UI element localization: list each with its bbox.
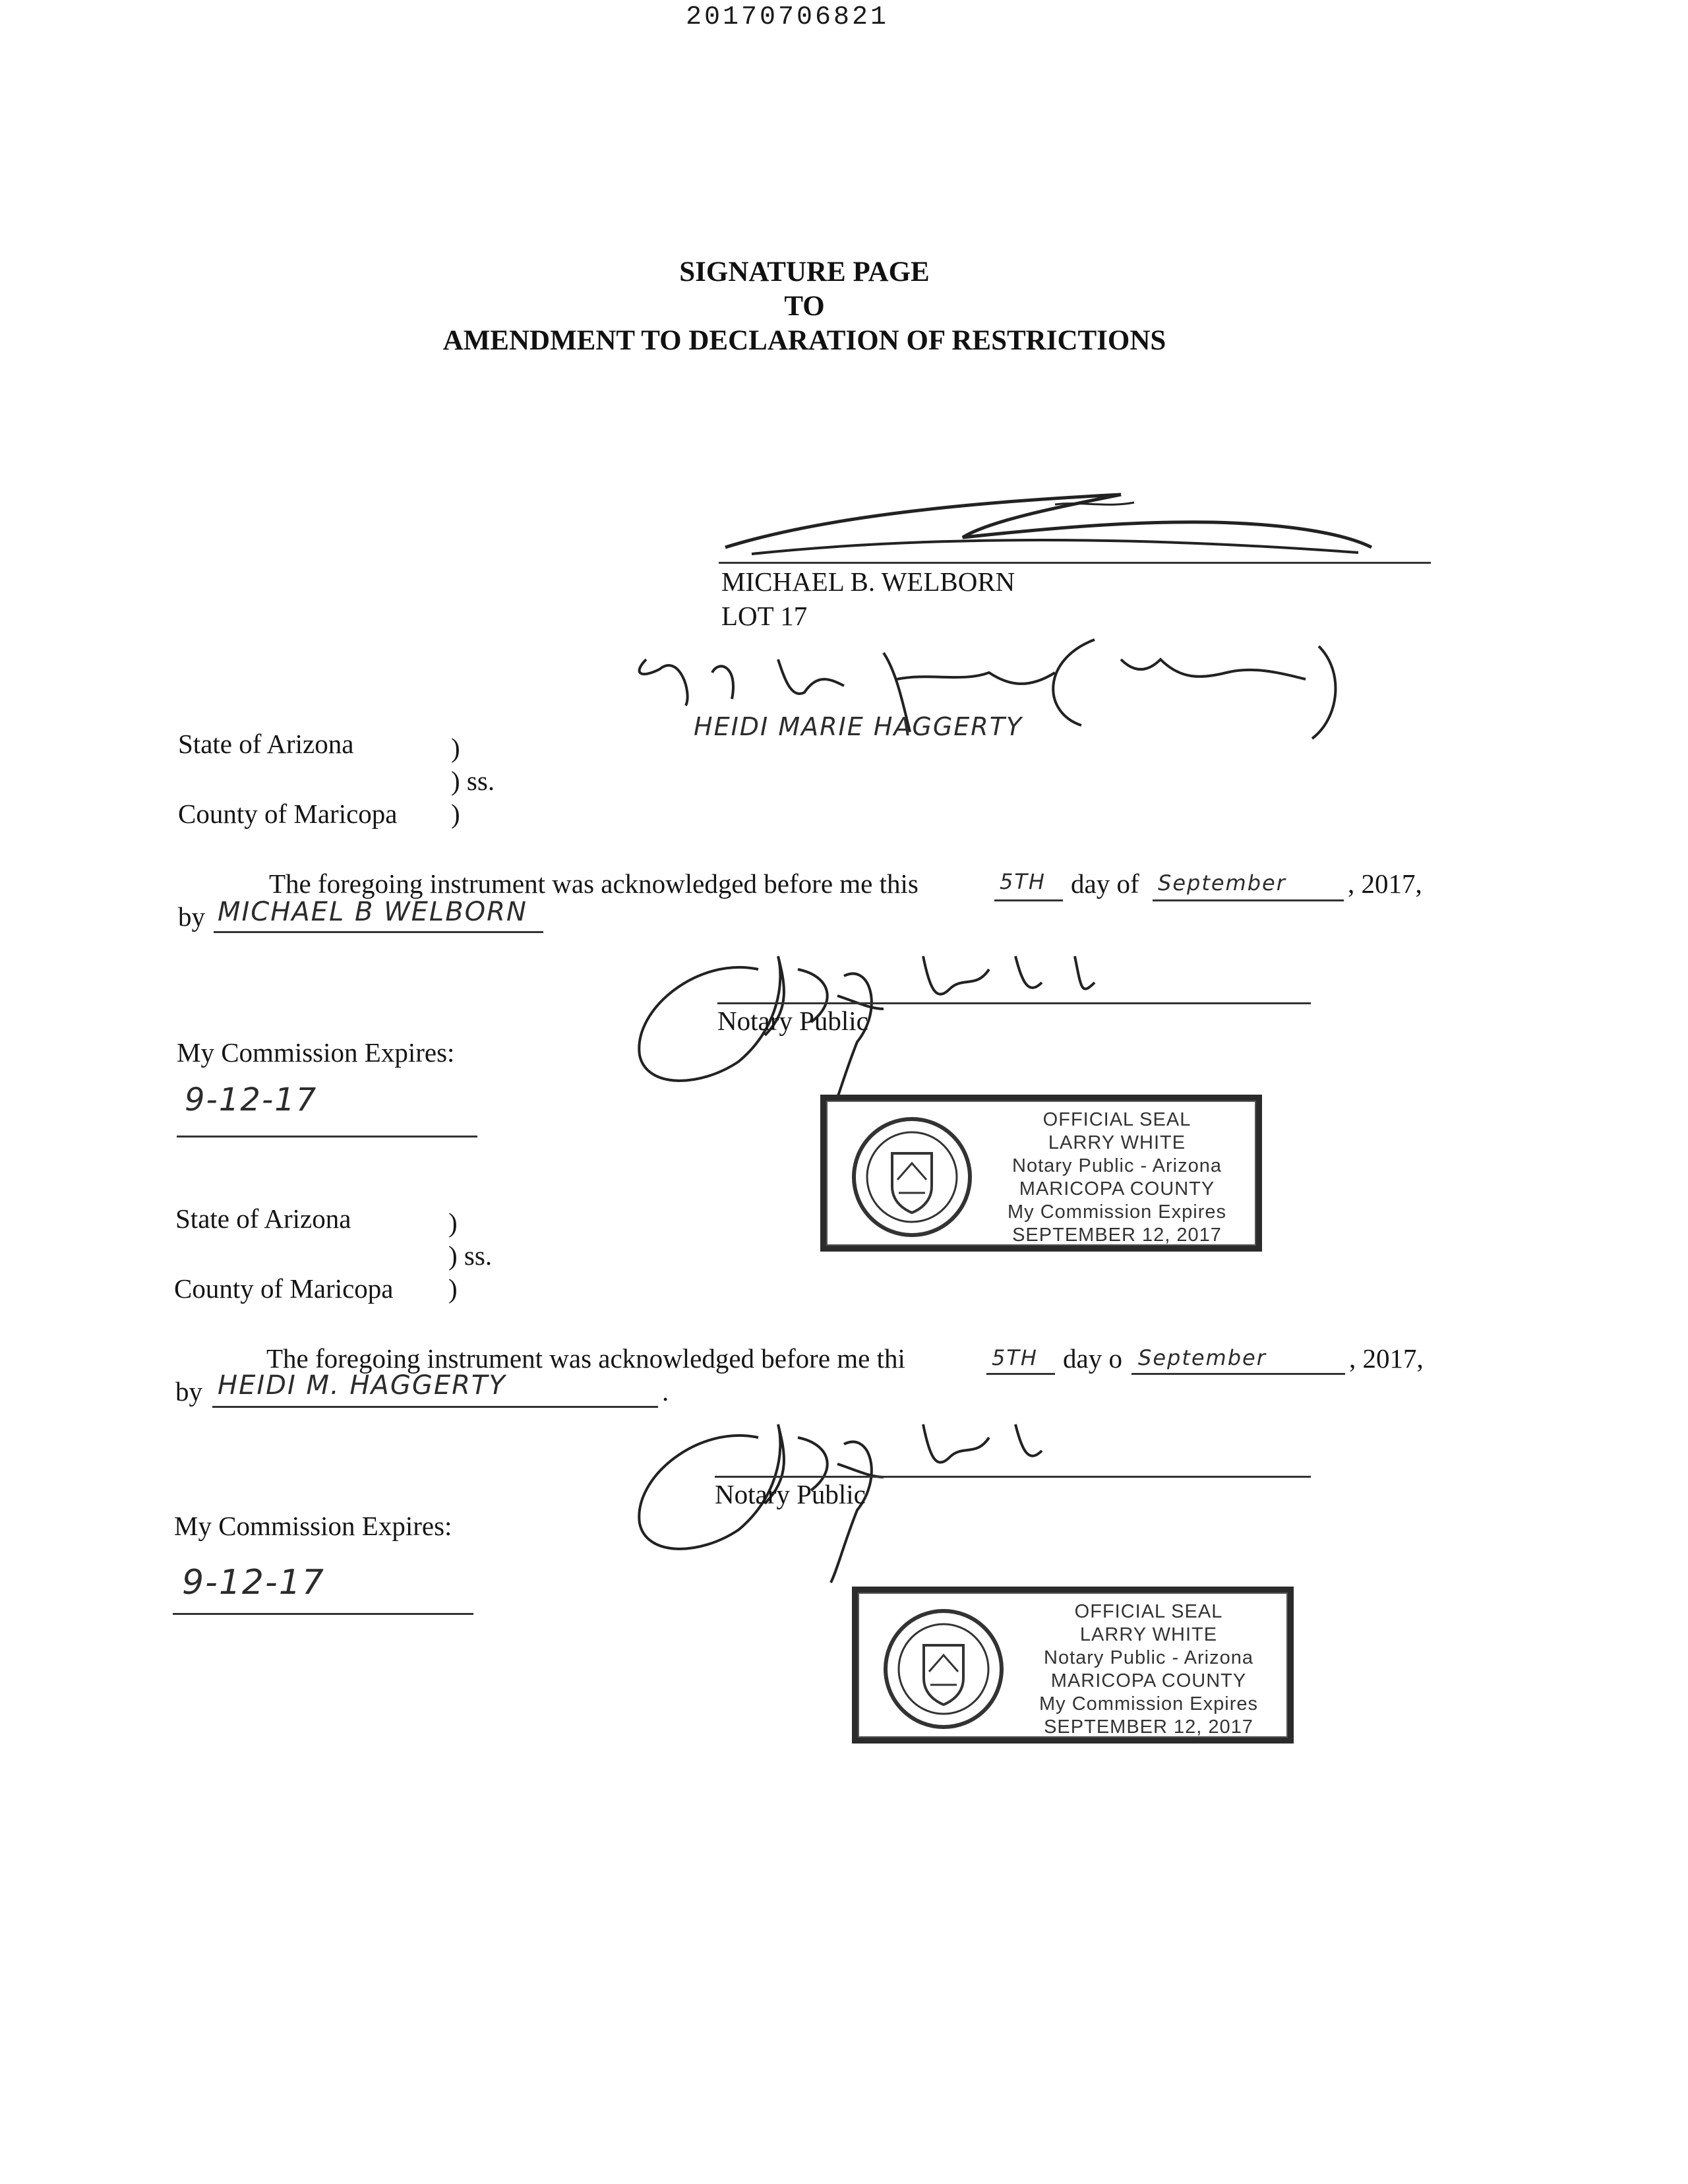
commission-label-2: My Commission Expires: <box>174 1511 452 1541</box>
day-line-2 <box>986 1373 1055 1375</box>
paren-top-2: ) <box>448 1207 458 1238</box>
commission-value-1: 9-12-17 <box>185 1081 318 1118</box>
notary-line-2 <box>715 1476 1311 1478</box>
notary-label-1: Notary Public <box>717 1006 868 1036</box>
ack-by-end-2: . <box>662 1376 669 1407</box>
page-title-line2: TO <box>784 291 825 322</box>
state-label-1: State of Arizona <box>178 729 354 759</box>
paren-bottom-1: ) <box>451 799 460 829</box>
printed-name-haggerty: HEIDI MARIE HAGGERTY <box>694 712 1023 741</box>
ack-year-2: , 2017, <box>1349 1343 1424 1374</box>
seal-line1: OFFICIAL SEAL <box>1042 1109 1191 1130</box>
page-title-line3: AMENDMENT TO DECLARATION OF RESTRICTIONS <box>442 325 1166 356</box>
ss-2: ) ss. <box>448 1240 493 1271</box>
county-label-1: County of Maricopa <box>178 799 398 829</box>
commission-value-2: 9-12-17 <box>182 1563 325 1602</box>
by-line-2 <box>212 1406 658 1408</box>
signer-lot: LOT 17 <box>721 601 808 631</box>
arizona-seal-emblem-icon <box>878 1606 1010 1738</box>
recording-number: 20170706821 <box>686 3 889 32</box>
county-label-2: County of Maricopa <box>174 1273 394 1304</box>
seal2-line4: MARICOPA COUNTY <box>1050 1670 1247 1691</box>
notary-label-2: Notary Public <box>715 1479 866 1509</box>
seal2-line6: SEPTEMBER 12, 2017 <box>1044 1716 1253 1738</box>
commission-line-2 <box>173 1613 473 1615</box>
paren-top-1: ) <box>451 733 460 763</box>
seal2-line1: OFFICIAL SEAL <box>1074 1601 1223 1622</box>
ack-by-label-2: by <box>175 1376 202 1407</box>
ack-by-value-2: HEIDI M. HAGGERTY <box>218 1370 506 1401</box>
seal-line4: MARICOPA COUNTY <box>1019 1178 1215 1199</box>
by-line-1 <box>214 931 543 933</box>
notary-seal-1 <box>820 1095 1262 1252</box>
day-line-1 <box>994 899 1063 901</box>
signer-name: MICHAEL B. WELBORN <box>721 566 1015 597</box>
arizona-seal-emblem-icon <box>846 1114 978 1246</box>
paren-bottom-2: ) <box>448 1273 458 1304</box>
ack-month-value-1: September <box>1158 870 1286 895</box>
commission-line-1 <box>177 1136 477 1138</box>
ack-by-label-1: by <box>178 901 205 932</box>
seal2-line5: My Commission Expires <box>1039 1693 1258 1714</box>
ack-day-value-2: 5TH <box>992 1345 1038 1370</box>
page-title-line1: SIGNATURE PAGE <box>679 257 930 288</box>
notary-signature-1 <box>620 930 1160 1095</box>
state-label-2: State of Arizona <box>175 1203 351 1234</box>
ack-month-value-2: September <box>1138 1345 1267 1370</box>
ack-day-value-1: 5TH <box>1000 869 1046 894</box>
seal-line6: SEPTEMBER 12, 2017 <box>1012 1225 1222 1246</box>
notary-line-1 <box>717 1002 1311 1004</box>
ss-1: ) ss. <box>451 766 495 796</box>
ack-day-label-2: day o <box>1063 1343 1122 1374</box>
seal2-line3: Notary Public - Arizona <box>1044 1647 1253 1668</box>
ack-statement-2: The foregoing instrument was acknowledged before me thi <box>266 1343 905 1374</box>
month-line-1 <box>1153 899 1344 901</box>
seal2-line2: LARRY WHITE <box>1079 1624 1218 1645</box>
signature-welborn <box>712 475 1437 567</box>
ack-day-label-1: day of <box>1071 868 1139 899</box>
signature-line-welborn <box>719 562 1431 564</box>
ack-statement-1: The foregoing instrument was acknowledged before me this <box>269 868 919 899</box>
seal-line3: Notary Public - Arizona <box>1012 1155 1222 1176</box>
ack-year-1: , 2017, <box>1348 868 1422 899</box>
seal-line5: My Commission Expires <box>1008 1201 1226 1223</box>
notary-seal-2 <box>852 1587 1294 1744</box>
commission-label-1: My Commission Expires: <box>177 1037 455 1068</box>
seal-line2: LARRY WHITE <box>1048 1132 1186 1153</box>
ack-by-value-1: MICHAEL B WELBORN <box>218 897 528 927</box>
month-line-2 <box>1131 1373 1345 1375</box>
notary-signature-2 <box>620 1398 1160 1569</box>
